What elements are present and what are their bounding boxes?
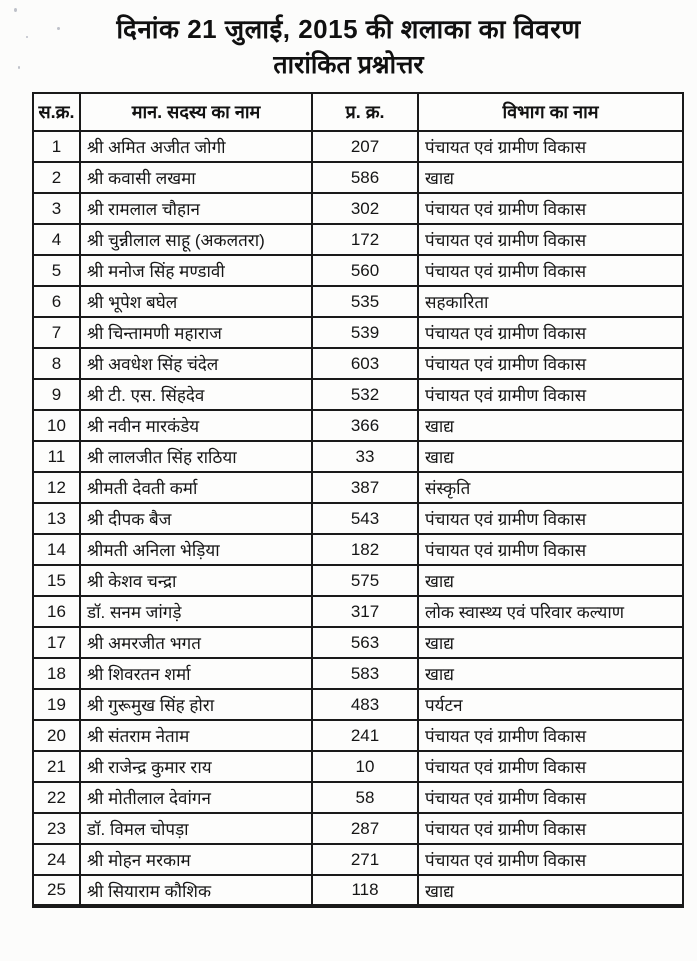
table-header	[33, 93, 683, 131]
serial-number-cell: 6	[33, 286, 80, 317]
member-table-body	[33, 131, 683, 906]
table-row	[33, 844, 683, 875]
department-name-cell: खाद्य	[418, 565, 683, 596]
member-name-cell: श्रीमती अनिला भेड़िया	[80, 534, 312, 565]
question-number-cell: 118	[312, 875, 418, 906]
member-name-cell: श्री सियाराम कौशिक	[80, 875, 312, 906]
header-serial-number: स.क्र.	[33, 93, 80, 131]
member-name-cell: श्री नवीन मारकंडेय	[80, 410, 312, 441]
document-subtitle: तारांकित प्रश्नोत्तर	[273, 51, 424, 80]
department-name-cell: पंचायत एवं ग्रामीण विकास	[418, 193, 683, 224]
member-name-cell: श्रीमती देवती कर्मा	[80, 472, 312, 503]
question-number-cell: 172	[312, 224, 418, 255]
question-number-cell: 287	[312, 813, 418, 844]
serial-number-cell: 19	[33, 689, 80, 720]
table-row	[33, 813, 683, 844]
member-name-cell: श्री चुन्नीलाल साहू (अकलतरा)	[80, 224, 312, 255]
table-row	[33, 224, 683, 255]
member-name-cell: श्री शिवरतन शर्मा	[80, 658, 312, 689]
table-row	[33, 596, 683, 627]
question-number-cell: 182	[312, 534, 418, 565]
member-name-cell: श्री लालजीत सिंह राठिया	[80, 441, 312, 472]
table-row	[33, 503, 683, 534]
header-question-number: प्र. क्र.	[312, 93, 418, 131]
serial-number-cell: 8	[33, 348, 80, 379]
department-name-cell: पंचायत एवं ग्रामीण विकास	[418, 131, 683, 162]
serial-number-cell: 20	[33, 720, 80, 751]
question-number-cell: 241	[312, 720, 418, 751]
table-row	[33, 410, 683, 441]
scan-speck	[14, 8, 17, 12]
serial-number-cell: 9	[33, 379, 80, 410]
serial-number-cell: 12	[33, 472, 80, 503]
question-number-cell: 58	[312, 782, 418, 813]
serial-number-cell: 3	[33, 193, 80, 224]
table-row	[33, 534, 683, 565]
table-row	[33, 565, 683, 596]
scan-speck	[18, 66, 20, 69]
member-name-cell: श्री चिन्तामणी महाराज	[80, 317, 312, 348]
table-row	[33, 875, 683, 906]
department-name-cell: खाद्य	[418, 410, 683, 441]
question-number-cell: 575	[312, 565, 418, 596]
department-name-cell: सहकारिता	[418, 286, 683, 317]
table-row	[33, 658, 683, 689]
department-name-cell: पर्यटन	[418, 689, 683, 720]
table-row	[33, 131, 683, 162]
serial-number-cell: 21	[33, 751, 80, 782]
member-name-cell: श्री रामलाल चौहान	[80, 193, 312, 224]
department-name-cell: पंचायत एवं ग्रामीण विकास	[418, 720, 683, 751]
header-row	[33, 93, 683, 131]
question-number-cell: 583	[312, 658, 418, 689]
member-name-cell: श्री दीपक बैज	[80, 503, 312, 534]
table-row	[33, 379, 683, 410]
question-number-cell: 271	[312, 844, 418, 875]
member-name-cell: श्री भूपेश बघेल	[80, 286, 312, 317]
department-name-cell: संस्कृति	[418, 472, 683, 503]
table-row	[33, 472, 683, 503]
table-row	[33, 782, 683, 813]
table-row	[33, 255, 683, 286]
question-number-cell: 535	[312, 286, 418, 317]
department-name-cell: पंचायत एवं ग्रामीण विकास	[418, 348, 683, 379]
question-number-cell: 10	[312, 751, 418, 782]
starred-questions-table	[32, 92, 684, 908]
question-number-cell: 483	[312, 689, 418, 720]
member-name-cell: श्री अमरजीत भगत	[80, 627, 312, 658]
department-name-cell: खाद्य	[418, 875, 683, 906]
member-name-cell: श्री टी. एस. सिंहदेव	[80, 379, 312, 410]
member-name-cell: श्री मनोज सिंह मण्डावी	[80, 255, 312, 286]
table-row	[33, 348, 683, 379]
member-name-cell: श्री केशव चन्द्रा	[80, 565, 312, 596]
serial-number-cell: 5	[33, 255, 80, 286]
member-name-cell: श्री संतराम नेताम	[80, 720, 312, 751]
table-row	[33, 286, 683, 317]
question-number-cell: 387	[312, 472, 418, 503]
member-name-cell: श्री मोतीलाल देवांगन	[80, 782, 312, 813]
question-number-cell: 543	[312, 503, 418, 534]
serial-number-cell: 2	[33, 162, 80, 193]
serial-number-cell: 23	[33, 813, 80, 844]
department-name-cell: पंचायत एवं ग्रामीण विकास	[418, 782, 683, 813]
header-member-name: मान. सदस्य का नाम	[80, 93, 312, 131]
department-name-cell: खाद्य	[418, 627, 683, 658]
department-name-cell: पंचायत एवं ग्रामीण विकास	[418, 751, 683, 782]
question-number-cell: 302	[312, 193, 418, 224]
department-name-cell: पंचायत एवं ग्रामीण विकास	[418, 844, 683, 875]
question-number-cell: 563	[312, 627, 418, 658]
serial-number-cell: 14	[33, 534, 80, 565]
table-row	[33, 627, 683, 658]
table-row	[33, 162, 683, 193]
question-number-cell: 366	[312, 410, 418, 441]
serial-number-cell: 11	[33, 441, 80, 472]
department-name-cell: पंचायत एवं ग्रामीण विकास	[418, 503, 683, 534]
question-number-cell: 603	[312, 348, 418, 379]
question-number-cell: 586	[312, 162, 418, 193]
member-name-cell: श्री गुरूमुख सिंह होरा	[80, 689, 312, 720]
scan-speck	[26, 36, 28, 38]
serial-number-cell: 17	[33, 627, 80, 658]
serial-number-cell: 16	[33, 596, 80, 627]
document-title: दिनांक 21 जुलाई, 2015 की शलाका का विवरण	[116, 14, 581, 44]
member-name-cell: डॉ. सनम जांगड़े	[80, 596, 312, 627]
question-number-cell: 33	[312, 441, 418, 472]
member-name-cell: श्री राजेन्द्र कुमार राय	[80, 751, 312, 782]
department-name-cell: पंचायत एवं ग्रामीण विकास	[418, 255, 683, 286]
serial-number-cell: 25	[33, 875, 80, 906]
question-number-cell: 317	[312, 596, 418, 627]
serial-number-cell: 10	[33, 410, 80, 441]
table-row	[33, 441, 683, 472]
serial-number-cell: 22	[33, 782, 80, 813]
question-number-cell: 207	[312, 131, 418, 162]
table-row	[33, 317, 683, 348]
department-name-cell: खाद्य	[418, 658, 683, 689]
question-number-cell: 560	[312, 255, 418, 286]
question-number-cell: 532	[312, 379, 418, 410]
table-row	[33, 751, 683, 782]
department-name-cell: पंचायत एवं ग्रामीण विकास	[418, 534, 683, 565]
department-name-cell: खाद्य	[418, 441, 683, 472]
scan-speck	[57, 27, 60, 30]
title-block	[0, 0, 697, 82]
department-name-cell: लोक स्वास्थ्य एवं परिवार कल्याण	[418, 596, 683, 627]
serial-number-cell: 1	[33, 131, 80, 162]
member-name-cell: श्री कवासी लखमा	[80, 162, 312, 193]
member-name-cell: श्री अवधेश सिंह चंदेल	[80, 348, 312, 379]
serial-number-cell: 13	[33, 503, 80, 534]
table-row	[33, 193, 683, 224]
department-name-cell: खाद्य	[418, 162, 683, 193]
table-row	[33, 720, 683, 751]
header-department-name: विभाग का नाम	[418, 93, 683, 131]
serial-number-cell: 15	[33, 565, 80, 596]
serial-number-cell: 7	[33, 317, 80, 348]
department-name-cell: पंचायत एवं ग्रामीण विकास	[418, 317, 683, 348]
member-name-cell: श्री अमित अजीत जोगी	[80, 131, 312, 162]
question-number-cell: 539	[312, 317, 418, 348]
serial-number-cell: 24	[33, 844, 80, 875]
table-row	[33, 689, 683, 720]
member-name-cell: डॉ. विमल चोपड़ा	[80, 813, 312, 844]
department-name-cell: पंचायत एवं ग्रामीण विकास	[418, 379, 683, 410]
department-name-cell: पंचायत एवं ग्रामीण विकास	[418, 813, 683, 844]
department-name-cell: पंचायत एवं ग्रामीण विकास	[418, 224, 683, 255]
member-name-cell: श्री मोहन मरकाम	[80, 844, 312, 875]
serial-number-cell: 4	[33, 224, 80, 255]
serial-number-cell: 18	[33, 658, 80, 689]
